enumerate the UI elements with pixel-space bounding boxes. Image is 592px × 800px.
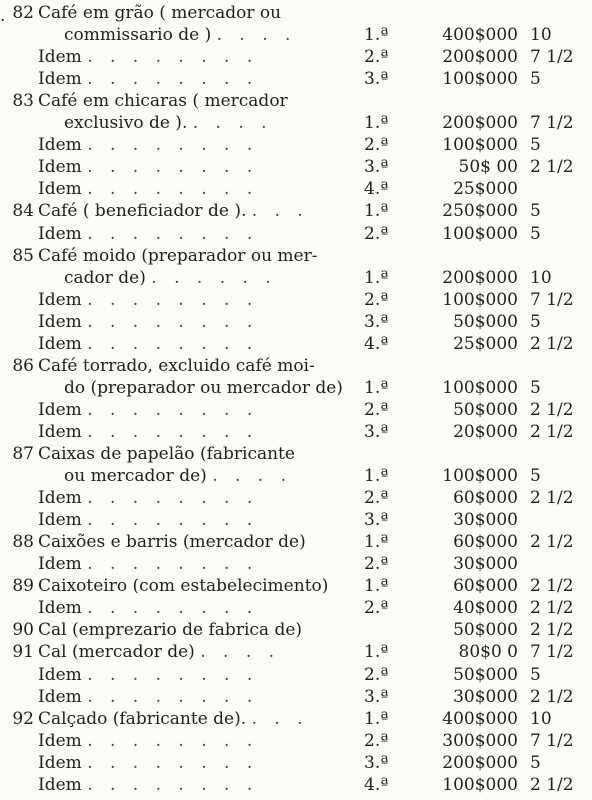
tax-value: 60$000	[453, 576, 518, 597]
description-text: Idem	[38, 223, 82, 244]
description-text: commissario de )	[64, 25, 212, 46]
description-text: Café em grão ( mercador ou	[38, 3, 282, 23]
table-row	[0, 245, 592, 267]
tax-value: 50$000	[453, 664, 518, 685]
table-row	[0, 156, 592, 178]
table-row	[0, 377, 592, 399]
tax-value: 100$000	[442, 377, 518, 398]
description-text: ou mercador de)	[64, 466, 207, 487]
table-row	[0, 686, 592, 708]
rate: 5	[530, 201, 541, 222]
leader-dots: . . . . . . . .	[87, 223, 259, 244]
entry-number: 86	[12, 355, 34, 376]
class-ordinal: 4.ª	[364, 774, 389, 795]
class-ordinal: 3.ª	[364, 311, 389, 332]
tax-value: 60$000	[453, 488, 518, 509]
entry-description	[38, 487, 258, 509]
class-ordinal: 3.ª	[364, 157, 389, 178]
rate: 2 1/2	[530, 488, 574, 509]
class-ordinal: 1.ª	[364, 708, 389, 729]
entry-description	[38, 223, 258, 245]
entry-description	[38, 619, 302, 641]
description-text: Idem	[38, 686, 82, 707]
leader-dots: . . . . . . . .	[87, 664, 259, 685]
entry-description	[38, 553, 258, 575]
class-ordinal: 2.ª	[364, 730, 389, 751]
tax-value: 25$000	[453, 179, 518, 200]
class-ordinal: 2.ª	[364, 554, 389, 575]
rate: 7 1/2	[530, 47, 574, 68]
description-text: Idem	[38, 333, 82, 354]
description-text: Idem	[38, 554, 82, 575]
class-ordinal: 2.ª	[364, 289, 389, 310]
tax-value: 50$000	[453, 311, 518, 332]
rate: 2 1/2	[530, 774, 574, 795]
entry-number: 91	[12, 642, 34, 663]
description-text: Café em chicaras ( mercador	[38, 91, 288, 112]
entry-description	[38, 531, 306, 553]
tax-value: 50$000	[453, 620, 518, 641]
rate: 2 1/2	[530, 620, 574, 641]
description-text: Idem	[38, 157, 82, 178]
entry-description	[38, 156, 258, 178]
rate: 10	[530, 708, 552, 729]
leader-dots: . . . . . . . .	[87, 598, 259, 619]
table-row	[0, 774, 592, 796]
rate: 10	[530, 25, 552, 46]
description-text: Idem	[38, 289, 82, 310]
description-text: Caixões e barris (mercador de)	[38, 532, 306, 553]
rate: 5	[530, 752, 541, 773]
tax-value: 100$000	[442, 223, 518, 244]
description-text: cador de)	[64, 267, 146, 288]
tax-value: 250$000	[442, 201, 518, 222]
leader-dots: . . . . . .	[151, 267, 277, 288]
description-text: Cal (emprezario de fabrica de)	[38, 620, 303, 641]
rate: 7 1/2	[530, 113, 574, 134]
table-row	[0, 575, 592, 597]
entry-number: 82	[12, 3, 34, 23]
margin-mark: .	[0, 6, 6, 26]
description-text: Café torrado, excluido café moi-	[38, 355, 315, 376]
class-ordinal: 2.ª	[364, 664, 389, 685]
description-text: Idem	[38, 399, 82, 420]
class-ordinal: 3.ª	[364, 421, 389, 442]
table-row	[0, 465, 592, 487]
entry-description	[64, 24, 296, 46]
rate: 7 1/2	[530, 642, 574, 663]
description-text: Idem	[38, 752, 82, 773]
table-row	[0, 664, 592, 686]
entry-description	[38, 597, 258, 619]
class-ordinal: 2.ª	[364, 598, 389, 619]
description-text: Idem	[38, 774, 82, 795]
tax-value: 100$000	[442, 135, 518, 156]
table-row	[0, 752, 592, 774]
entry-description	[38, 509, 258, 531]
entry-number: 92	[12, 708, 34, 729]
tax-value: 100$000	[442, 774, 518, 795]
leader-dots: . . . . . . . .	[87, 730, 259, 751]
class-ordinal: 2.ª	[364, 223, 389, 244]
entry-description	[38, 355, 315, 377]
rate: 5	[530, 69, 541, 90]
rate: 2 1/2	[530, 157, 574, 178]
tax-value: 400$000	[442, 25, 518, 46]
rate: 5	[530, 466, 541, 487]
description-text: Idem	[38, 664, 82, 685]
tax-value: 30$000	[453, 554, 518, 575]
leader-dots: . . . .	[212, 466, 293, 487]
leader-dots: . . . . . . . .	[87, 421, 259, 442]
class-ordinal: 2.ª	[364, 399, 389, 420]
table-row	[0, 46, 592, 68]
table-row	[0, 267, 592, 289]
table-row	[0, 619, 592, 641]
class-ordinal: 1.ª	[364, 201, 389, 222]
entry-number: 85	[12, 245, 34, 266]
entry-description	[38, 421, 258, 443]
description-text: Idem	[38, 598, 82, 619]
description-text: Caixoteiro (com estabelecimento)	[38, 576, 329, 597]
leader-dots: . . . . . . . .	[87, 289, 259, 310]
tax-value: 50$000	[453, 399, 518, 420]
leader-dots: . . . . . . . .	[87, 333, 259, 354]
table-row	[0, 200, 592, 222]
description-text: Idem	[38, 179, 82, 200]
entry-description	[64, 377, 343, 399]
class-ordinal: 1.ª	[364, 466, 389, 487]
table-row	[0, 487, 592, 509]
entry-description	[38, 686, 258, 708]
class-ordinal: 3.ª	[364, 510, 389, 531]
entry-description	[38, 68, 258, 90]
tax-value: 200$000	[442, 47, 518, 68]
class-ordinal: 2.ª	[364, 488, 389, 509]
description-text: Idem	[38, 311, 82, 332]
table-row	[0, 223, 592, 245]
rate: 2 1/2	[530, 399, 574, 420]
table-row	[0, 421, 592, 443]
entry-number: 83	[12, 91, 34, 112]
rate: 2 1/2	[530, 421, 574, 442]
entry-number: 87	[12, 444, 34, 464]
tax-value: 20$000	[453, 421, 518, 442]
entry-description	[38, 730, 258, 752]
tax-value: 200$000	[442, 752, 518, 773]
leader-dots: . . . . . . . .	[87, 510, 259, 531]
entry-number: 84	[12, 201, 34, 222]
description-text: Idem	[38, 488, 82, 509]
tax-value: 300$000	[442, 730, 518, 751]
leader-dots: . . . . . . . .	[87, 47, 259, 68]
description-text: Idem	[38, 421, 82, 442]
leader-dots: . . .	[251, 708, 309, 729]
class-ordinal: 1.ª	[364, 642, 389, 663]
description-text: exclusivo de ).	[64, 113, 188, 134]
description-text: Idem	[38, 135, 82, 156]
entry-description	[38, 575, 328, 597]
description-text: Caixas de papelão (fabricante	[38, 444, 295, 464]
entry-description	[38, 443, 295, 465]
table-row	[0, 443, 592, 465]
table-row	[0, 509, 592, 531]
entry-description	[38, 200, 309, 222]
class-ordinal: 1.ª	[364, 267, 389, 288]
table-row	[0, 311, 592, 333]
table-row	[0, 178, 592, 200]
leader-dots: . . . . . . . .	[87, 135, 259, 156]
rate: 2 1/2	[530, 598, 574, 619]
tax-value: 100$000	[442, 69, 518, 90]
leader-dots: . . . .	[200, 642, 281, 663]
entry-description	[38, 289, 258, 311]
entry-description	[38, 664, 258, 686]
entry-description	[38, 311, 258, 333]
entry-description	[64, 112, 273, 134]
class-ordinal: 2.ª	[364, 135, 389, 156]
entry-description	[38, 245, 317, 267]
class-ordinal: 1.ª	[364, 25, 389, 46]
table-row	[0, 399, 592, 421]
description-text: Idem	[38, 730, 82, 751]
description-text: Café ( beneficiador de ).	[38, 201, 247, 222]
rate: 5	[530, 223, 541, 244]
class-ordinal: 1.ª	[364, 532, 389, 553]
rate: 7 1/2	[530, 730, 574, 751]
table-row	[0, 531, 592, 553]
description-text: Cal (mercador de)	[38, 642, 195, 663]
table-row	[0, 2, 592, 24]
tax-value: 200$000	[442, 267, 518, 288]
table-row	[0, 730, 592, 752]
entry-description	[38, 752, 258, 774]
class-ordinal: 2.ª	[364, 47, 389, 68]
description-text: do (preparador ou mercador de)	[64, 377, 343, 398]
table-row	[0, 553, 592, 575]
entry-number: 90	[12, 620, 34, 641]
tax-value: 200$000	[442, 113, 518, 134]
class-ordinal: 3.ª	[364, 69, 389, 90]
tax-value: 60$000	[453, 532, 518, 553]
table-row	[0, 68, 592, 90]
table-row	[0, 641, 592, 663]
leader-dots: . . . . . . . .	[87, 311, 259, 332]
tax-value: 30$000	[453, 510, 518, 531]
description-text: Calçado (fabricante de).	[38, 708, 247, 729]
entry-description	[38, 708, 309, 730]
class-ordinal: 3.ª	[364, 752, 389, 773]
description-text: Café moido (preparador ou mer-	[38, 245, 318, 266]
entry-description	[64, 267, 277, 289]
table-row	[0, 708, 592, 730]
class-ordinal: 4.ª	[364, 179, 389, 200]
entry-description	[38, 333, 258, 355]
rate: 2 1/2	[530, 532, 574, 553]
leader-dots: . . . . . . . .	[87, 69, 259, 90]
rate: 5	[530, 377, 541, 398]
leader-dots: . . . . . . . .	[87, 488, 259, 509]
entry-description	[64, 465, 292, 487]
tax-value: 30$000	[453, 686, 518, 707]
description-text: Idem	[38, 510, 82, 531]
rate: 5	[530, 664, 541, 685]
rate: 7 1/2	[530, 289, 574, 310]
tax-value: 80$0 0	[458, 642, 518, 663]
table-row	[0, 24, 592, 46]
entry-number: 88	[12, 532, 34, 553]
rate: 2 1/2	[530, 576, 574, 597]
class-ordinal: 1.ª	[364, 576, 389, 597]
class-ordinal: 1.ª	[364, 377, 389, 398]
entry-description	[38, 2, 281, 24]
tax-value: 400$000	[442, 708, 518, 729]
tax-value: 100$000	[442, 466, 518, 487]
table-row	[0, 289, 592, 311]
leader-dots: . . . . . . . .	[87, 399, 259, 420]
entry-description	[38, 178, 258, 200]
rate: 10	[530, 267, 552, 288]
rate: 5	[530, 311, 541, 332]
class-ordinal: 1.ª	[364, 113, 389, 134]
table-row	[0, 134, 592, 156]
leader-dots: . . . . . . . .	[87, 179, 259, 200]
tax-value: 100$000	[442, 289, 518, 310]
leader-dots: . . . .	[192, 113, 273, 134]
table-row	[0, 333, 592, 355]
table-row	[0, 90, 592, 112]
tax-value: 50$ 00	[458, 157, 518, 178]
leader-dots: . . . .	[216, 25, 297, 46]
rate: 2 1/2	[530, 333, 574, 354]
rate: 5	[530, 135, 541, 156]
description-text: Idem	[38, 47, 82, 68]
entry-description	[38, 399, 258, 421]
entry-description	[38, 46, 258, 68]
table-row	[0, 355, 592, 377]
rate: 2 1/2	[530, 686, 574, 707]
tax-value: 40$000	[453, 598, 518, 619]
leader-dots: . . . . . . . .	[87, 686, 259, 707]
description-text: Idem	[38, 69, 82, 90]
leader-dots: . . . . . . . .	[87, 554, 259, 575]
leader-dots: . . .	[251, 201, 309, 222]
entry-description	[38, 774, 258, 796]
leader-dots: . . . . . . . .	[87, 774, 259, 795]
entry-number: 89	[12, 576, 34, 597]
class-ordinal: 3.ª	[364, 686, 389, 707]
class-ordinal: 4.ª	[364, 333, 389, 354]
tax-value: 25$000	[453, 333, 518, 354]
entry-description	[38, 641, 280, 663]
table-row	[0, 597, 592, 619]
leader-dots: . . . . . . . .	[87, 157, 259, 178]
entry-description	[38, 90, 288, 112]
table-row	[0, 112, 592, 134]
leader-dots: . . . . . . . .	[87, 752, 259, 773]
entry-description	[38, 134, 258, 156]
